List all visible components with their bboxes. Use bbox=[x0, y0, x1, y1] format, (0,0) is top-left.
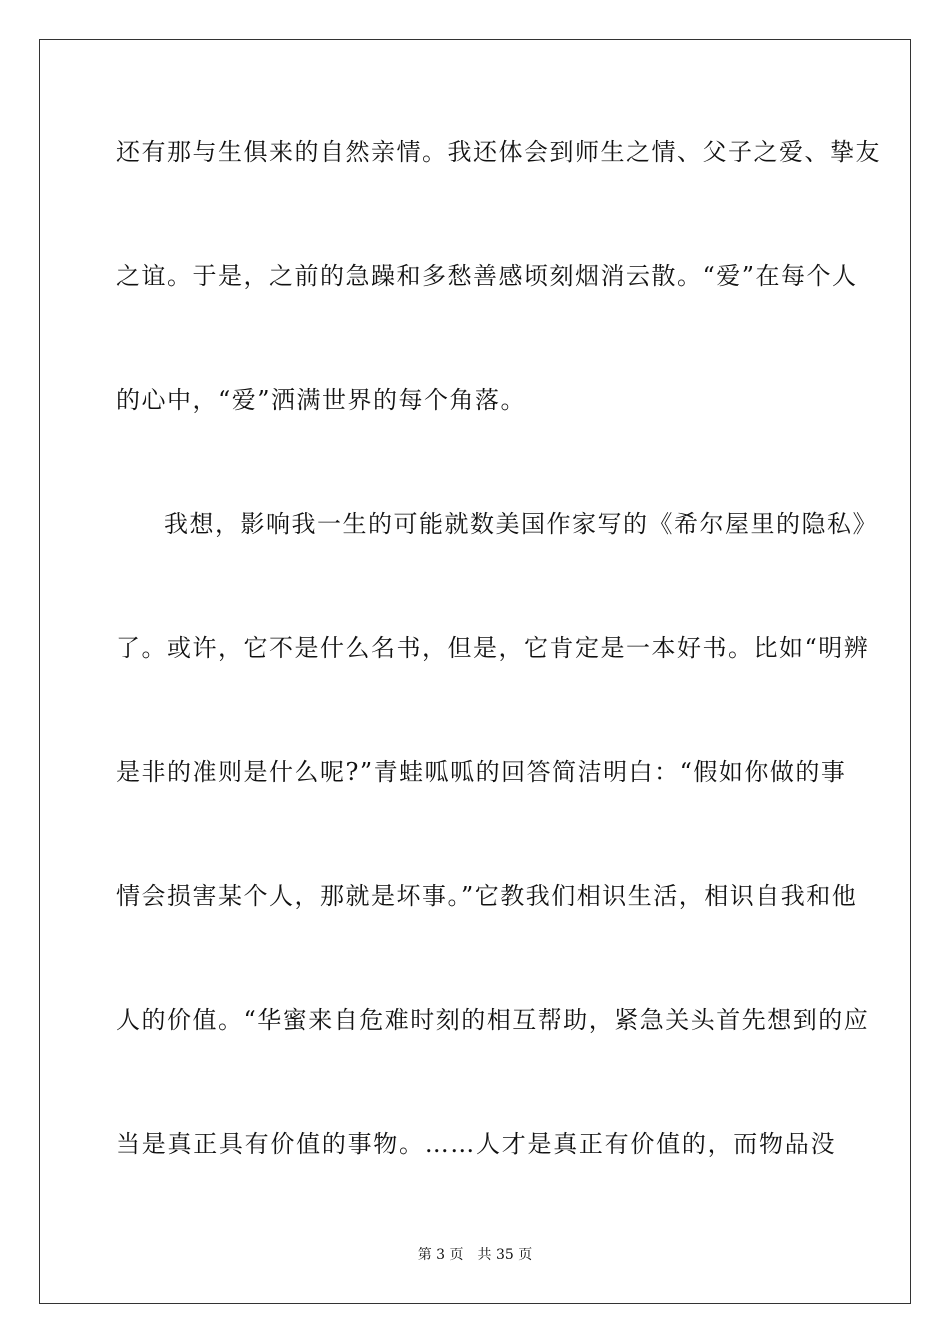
body-text-line: 人的价值。“华蜜来自危难时刻的相互帮助，紧急关头首先想到的应 bbox=[116, 1006, 870, 1034]
page-border bbox=[39, 39, 911, 1304]
body-text-line: 是非的准则是什么呢?”青蛙呱呱的回答简洁明白：“假如你做的事 bbox=[116, 758, 847, 786]
paragraph-first-line: 我想，影响我一生的可能就数美国作家写的《希尔屋里的隐私》 bbox=[164, 510, 878, 538]
body-text-line: 当是真正具有价值的事物。……人才是真正有价值的，而物品没 bbox=[116, 1130, 836, 1158]
body-text-line: 的心中，“爱”洒满世界的每个角落。 bbox=[116, 386, 527, 414]
body-text-line: 情会损害某个人，那就是坏事。”它教我们相识生活，相识自我和他 bbox=[116, 882, 858, 910]
body-text-line: 还有那与生俱来的自然亲情。我还体会到师生之情、父子之爱、挚友 bbox=[116, 138, 881, 166]
page-number: 第 3 页 bbox=[417, 1247, 464, 1263]
body-text-line: 了。或许，它不是什么名书，但是，它肯定是一本好书。比如“明辨 bbox=[116, 634, 870, 662]
body-text-line: 之谊。于是，之前的急躁和多愁善感顷刻烟消云散。“爱”在每个人 bbox=[116, 262, 858, 290]
page-footer bbox=[0, 1246, 950, 1264]
page-total: 共 35 页 bbox=[477, 1247, 533, 1263]
